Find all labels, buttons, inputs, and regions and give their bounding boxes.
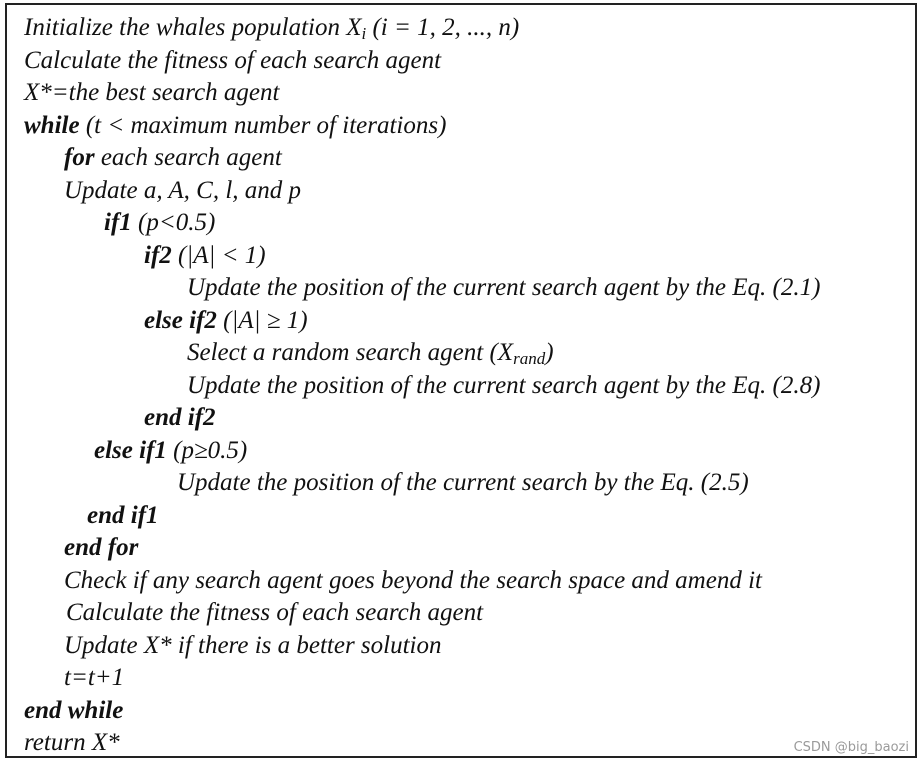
line-recalc-fitness: Calculate the fitness of each search agent bbox=[66, 599, 484, 626]
watermark: CSDN @big_baozi bbox=[793, 740, 909, 755]
line-calc-fitness: Calculate the fitness of each search agent bbox=[24, 46, 442, 74]
line-update-eq25: Update the position of the current search by the Eq. (2.5) bbox=[177, 469, 749, 496]
line-while bbox=[24, 110, 446, 143]
if1-condition: (p<0.5) bbox=[131, 209, 216, 236]
line-if2 bbox=[144, 240, 266, 273]
keyword-end-if2: end if2 bbox=[144, 404, 216, 431]
line-else-if2 bbox=[144, 305, 308, 338]
line-update-eq28: Update the position of the current search agent by the Eq. (2.8) bbox=[187, 371, 821, 399]
line-else-if1 bbox=[94, 435, 247, 468]
line-initialize-text: Initialize the whales population X bbox=[24, 14, 362, 41]
line-end-for bbox=[64, 532, 138, 565]
for-condition: each search agent bbox=[94, 144, 282, 171]
line-increment-t: t=t+1 bbox=[64, 664, 125, 691]
keyword-if1: if1 bbox=[104, 209, 132, 236]
line-end-while bbox=[24, 695, 123, 728]
keyword-end-if1: end if1 bbox=[87, 501, 159, 529]
select-random-text: Select a random search agent (X bbox=[187, 339, 514, 366]
line-initialize-range: (i = 1, 2, ..., n) bbox=[366, 14, 520, 41]
else-if2-condition: (|A| ≥ 1) bbox=[216, 306, 308, 334]
line-return: return X* bbox=[24, 729, 120, 756]
line-select-random bbox=[187, 337, 554, 370]
line-initialize bbox=[24, 12, 519, 45]
algorithm-box bbox=[5, 3, 917, 758]
keyword-if2: if2 bbox=[144, 241, 172, 269]
select-random-close: ) bbox=[545, 339, 554, 366]
keyword-for: for bbox=[64, 144, 95, 171]
keyword-end-while: end while bbox=[24, 696, 124, 724]
line-update-params: Update a, A, C, l, and p bbox=[64, 176, 302, 204]
if2-condition: (|A| < 1) bbox=[171, 241, 266, 269]
keyword-else-if2: else if2 bbox=[144, 306, 217, 334]
line-check-bounds: Check if any search agent goes beyond the search space and amend it bbox=[64, 566, 762, 594]
line-for bbox=[64, 142, 282, 175]
line-update-best: Update X* if there is a better solution bbox=[64, 631, 442, 659]
line-end-if1 bbox=[87, 500, 159, 533]
line-end-if2 bbox=[144, 402, 216, 435]
keyword-end-for: end for bbox=[64, 534, 139, 561]
rand-subscript: rand bbox=[513, 349, 546, 368]
pseudocode bbox=[7, 5, 915, 756]
line-update-eq21: Update the position of the current search agent by the Eq. (2.1) bbox=[187, 274, 821, 301]
keyword-while: while bbox=[24, 111, 80, 139]
while-condition: (t < maximum number of iterations) bbox=[79, 111, 447, 139]
line-best-agent: X*=the best search agent bbox=[24, 79, 280, 106]
index-subscript: i bbox=[361, 24, 367, 43]
else-if1-condition: (p≥0.5) bbox=[166, 436, 248, 464]
keyword-else-if1: else if1 bbox=[94, 436, 167, 464]
line-if1 bbox=[104, 207, 215, 240]
